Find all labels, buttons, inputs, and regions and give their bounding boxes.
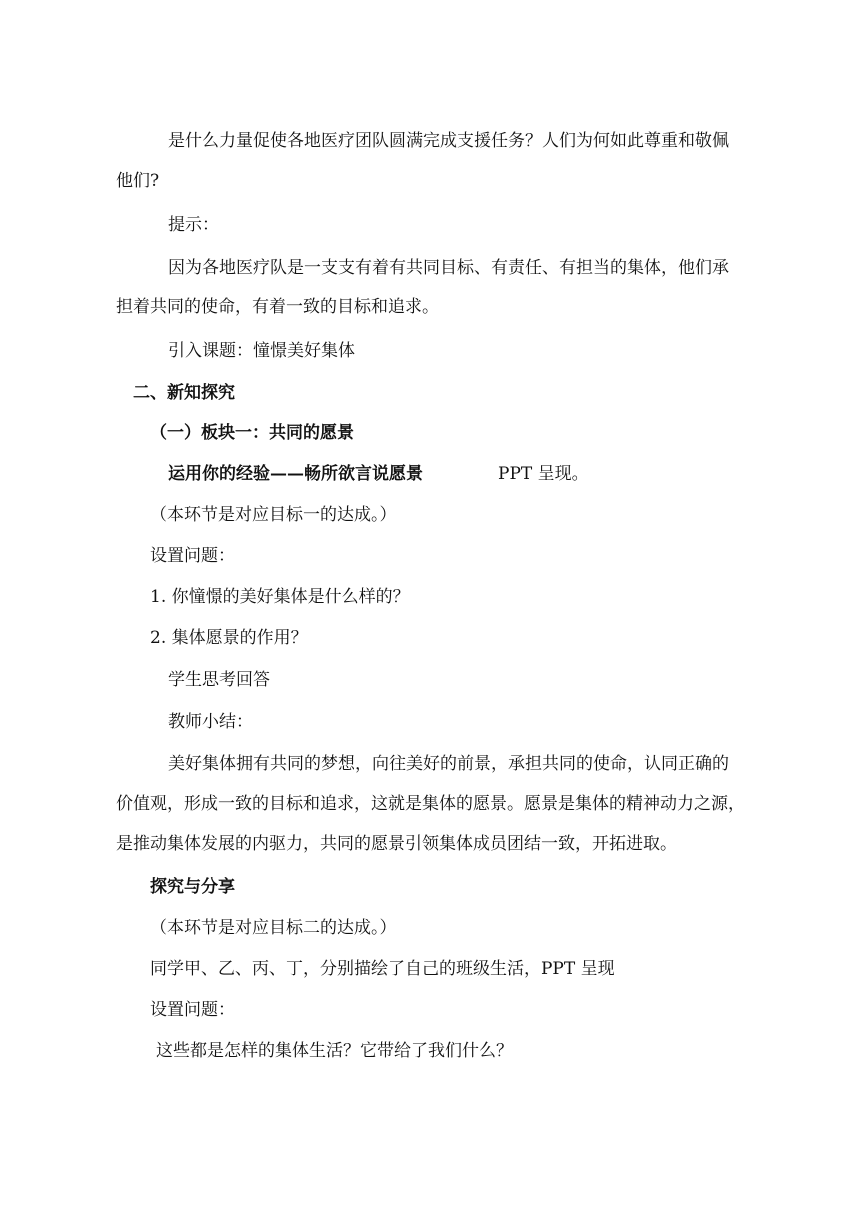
paragraph-line: 美好集体拥有共同的梦想，向往美好的前景，承担共同的使命，认同正确的	[168, 754, 729, 774]
block-heading: （一）板块一：共同的愿景	[150, 423, 354, 443]
activity-heading: 运用你的经验——畅所欲言说愿景	[168, 464, 423, 484]
section-heading: 二、新知探究	[133, 383, 235, 403]
paragraph-line: 同学甲、乙、丙、丁，分别描绘了自己的班级生活，PPT 呈现	[150, 959, 615, 979]
paragraph-line: 他们?	[116, 171, 160, 191]
goal-note: （本环节是对应目标一的达成。）	[150, 505, 397, 525]
question-label: 设置问题：	[150, 1000, 235, 1020]
paragraph-line: 价值观，形成一致的目标和追求，这就是集体的愿景。愿景是集体的精神动力之源，	[116, 794, 745, 814]
paragraph-line: 是什么力量促使各地医疗团队圆满完成支援任务？人们为何如此尊重和敬佩	[168, 131, 729, 151]
hint-label: 提示：	[168, 215, 219, 235]
intro-line: 引入课题：憧憬美好集体	[168, 341, 355, 361]
teacher-summary-label: 教师小结：	[168, 712, 253, 732]
question-line: 这些都是怎样的集体生活？它带给了我们什么？	[156, 1041, 513, 1061]
paragraph-line: 是推动集体发展的内驱力，共同的愿景引领集体成员团结一致，开拓进取。	[116, 834, 677, 854]
explore-heading: 探究与分享	[150, 877, 235, 897]
goal-note: （本环节是对应目标二的达成。）	[150, 918, 397, 938]
paragraph-line: 因为各地医疗队是一支支有着有共同目标、有责任、有担当的集体，他们承	[168, 258, 729, 278]
student-response-line: 学生思考回答	[168, 670, 270, 690]
question-label: 设置问题：	[150, 546, 235, 566]
ppt-note: PPT 呈现。	[498, 464, 589, 484]
paragraph-line: 担着共同的使命，有着一致的目标和追求。	[116, 297, 439, 317]
question-item: 1. 你憧憬的美好集体是什么样的？	[150, 587, 410, 607]
question-item: 2. 集体愿景的作用？	[150, 628, 308, 648]
